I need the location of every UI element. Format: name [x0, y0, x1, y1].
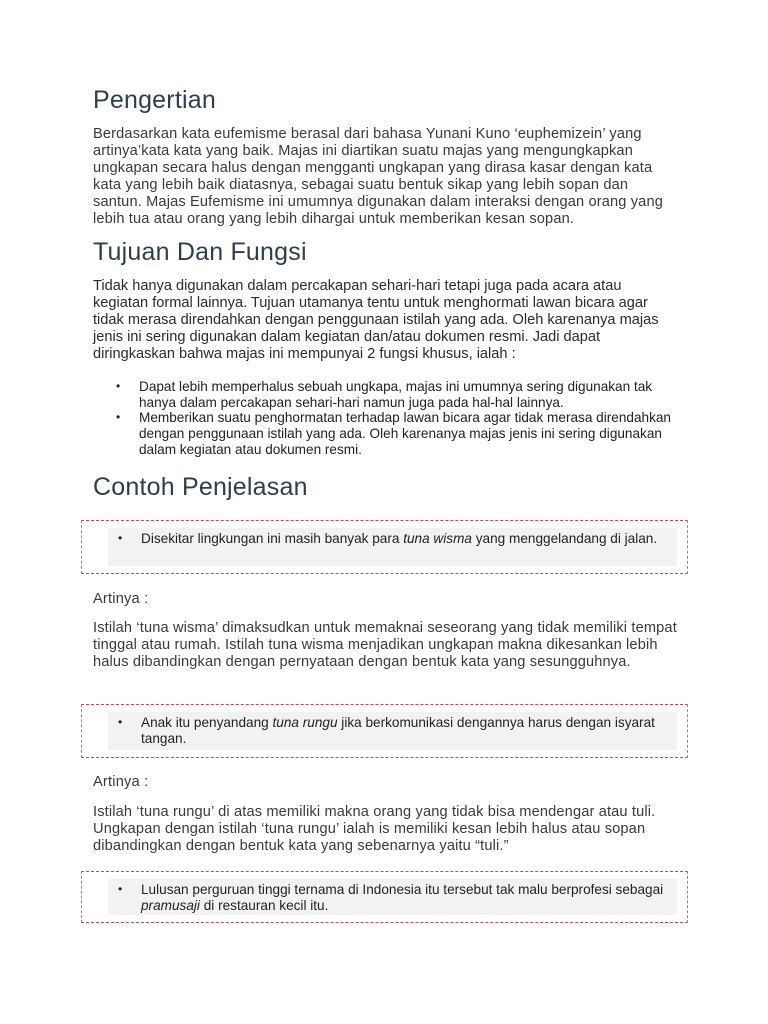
bullet-icon: •	[118, 882, 123, 896]
example-after: yang menggelandang di jalan.	[471, 531, 658, 546]
example-term: pramusaji	[141, 898, 200, 913]
bullet-icon: •	[116, 410, 121, 425]
list-item-text: Dapat lebih memperhalus sebuah ungkapa, majas ini umumnya sering digunakan tak hanya dalam percakapan sehari-hari namun juga pada hal-hal lainnya.	[139, 379, 653, 410]
example-box-inner	[108, 879, 677, 915]
example-sentence-1	[141, 531, 669, 547]
fungsi-list	[93, 379, 683, 458]
list-item	[93, 410, 683, 457]
artinya-label-2: Artinya :	[93, 774, 149, 790]
example-sentence-2	[141, 715, 669, 747]
example-box-2	[81, 704, 688, 758]
bullet-icon: •	[118, 715, 123, 729]
example-box-inner	[108, 528, 677, 566]
heading-contoh-penjelasan: Contoh Penjelasan	[93, 473, 308, 501]
explanation-1: Istilah ‘tuna wisma’ dimaksudkan untuk memaknai seseorang yang tidak memiliki tempat tinggal atau rumah. Istilah tuna wisma menjadikan ungkapan makna dikesankan lebih halus dibandingkan dengan pernyataan dengan bentuk kata yang sesungguhnya.	[93, 620, 677, 670]
example-after: jika berkomunikasi dengannya harus dengan isyarat tangan.	[141, 715, 655, 746]
example-term: tuna wisma	[403, 531, 472, 546]
explanation-2: Istilah ‘tuna rungu’ di atas memiliki makna orang yang tidak bisa mendengar atau tuli. Ungkapan dengan istilah ‘tuna rungu’ ialah is memiliki kesan lebih halus atau sopan dibandingkan dengan bentuk kata yang sebenarnya yaitu “tuli.”	[93, 804, 656, 854]
list-item	[93, 379, 683, 410]
list-item-text: Memberikan suatu penghormatan terhadap lawan bicara agar tidak merasa direndahkan dengan penggunaan istilah yang ada. Oleh karenanya majas jenis ini sering digunakan dalam kegiatan atau dokumen resmi.	[139, 410, 671, 457]
bullet-icon: •	[116, 379, 121, 393]
paragraph-pengertian: Berdasarkan kata eufemisme berasal dari bahasa Yunani Kuno ‘euphemizein’ yang artinya’kata kata yang baik. Majas ini diartikan suatu majas yang mengungkapkan ungkapan secara halus dengan mengganti ungkapan yang dirasa kasar dengan kata kata yang lebih baik diatasnya, sebagai suatu bentuk sikap yang lebih sopan dan santun. Majas Eufemisme ini umumnya digunakan dalam interaksi dengan orang yang lebih tua atau orang yang lebih dihargai untuk memberikan kesan sopan.	[93, 126, 663, 227]
example-box-1	[81, 520, 688, 574]
example-before: Lulusan perguruan tinggi ternama di Indonesia itu tersebut tak malu berprofesi sebagai	[141, 882, 664, 897]
heading-pengertian: Pengertian	[93, 86, 216, 114]
heading-tujuan-dan-fungsi: Tujuan Dan Fungsi	[93, 238, 307, 266]
example-before: Disekitar lingkungan ini masih banyak para	[141, 531, 404, 546]
bullet-icon: •	[118, 531, 123, 545]
example-before: Anak itu penyandang	[141, 715, 273, 730]
example-box-3	[81, 871, 688, 923]
artinya-label-1: Artinya :	[93, 591, 149, 607]
example-after: di restauran kecil itu.	[199, 898, 329, 913]
example-sentence-3	[141, 882, 669, 914]
example-term: tuna rungu	[272, 715, 338, 730]
paragraph-tujuan: Tidak hanya digunakan dalam percakapan sehari-hari tetapi juga pada acara atau kegiatan formal lainnya. Tujuan utamanya tentu untuk menghormati lawan bicara agar tidak merasa direndahkan dengan penggunaan istilah yang ada. Oleh karenanya majas jenis ini sering digunakan dalam kegiatan dan/atau dokumen resmi. Jadi dapat diringkaskan bahwa majas ini mempunyai 2 fungsi khusus, ialah :	[93, 278, 659, 362]
example-box-inner	[108, 712, 677, 750]
